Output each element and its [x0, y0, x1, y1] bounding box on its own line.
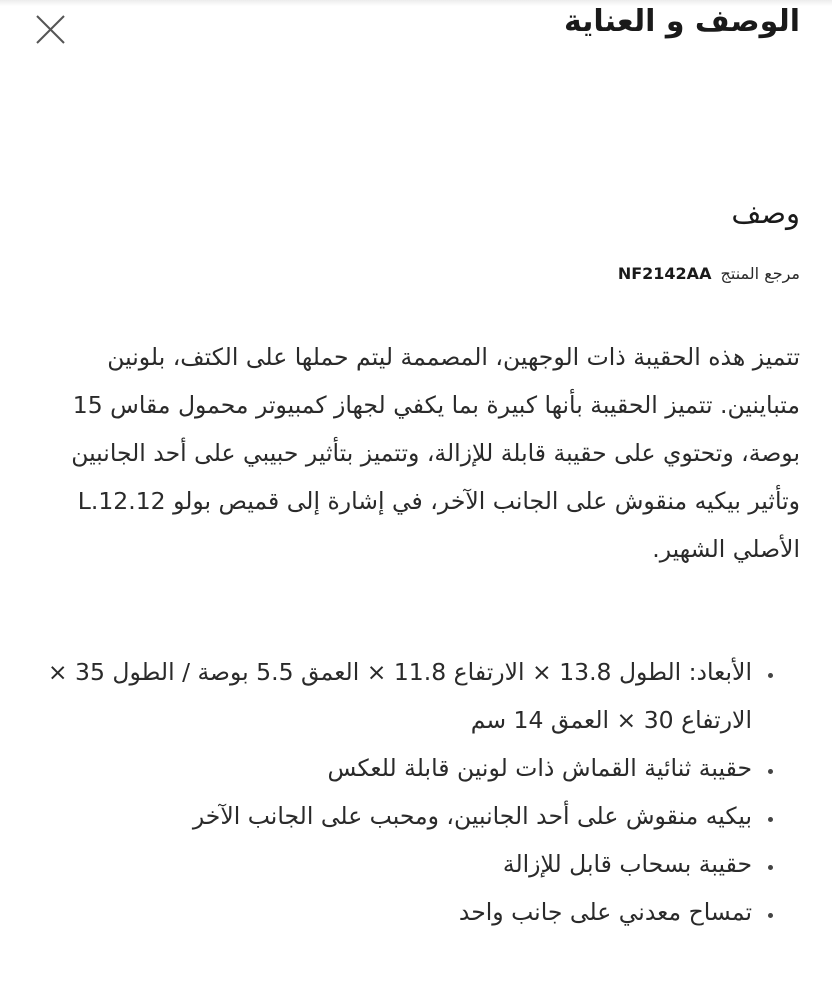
page-title: الوصف و العناية [563, 4, 800, 39]
product-reference-label: مرجع المنتج [720, 264, 800, 283]
description-heading: وصف [731, 196, 800, 230]
description-text: تتميز هذه الحقيبة ذات الوجهين، المصممة ليتم حملها على الكتف، بلونين متباينين. تتميز الحقيبة بأنها كبيرة بما يكفي لجهاز كمبيوتر محمول مقاس 15 بوصة، وتحتوي على حقيبة قابلة للإزالة، وتتميز بتأثير حبيبي على أحد الجانبين وتأثير بيكيه منقوش على الجانب الآخر، في إشارة إلى قميص بولو L.12.12 الأصلي الشهير. [71, 343, 800, 563]
features-list [30, 648, 800, 936]
feature-item: • تمساح معدني على جانب واحد [30, 888, 756, 936]
feature-item: • الأبعاد: الطول 13.8 × الارتفاع 11.8 × العمق 5.5 بوصة / الطول 35 × الارتفاع 30 × العمق 14 سم [30, 648, 756, 744]
close-icon [30, 10, 70, 50]
product-reference [618, 264, 800, 283]
feature-item: • بيكيه منقوش على أحد الجانبين، ومحبب على الجانب الآخر [30, 792, 756, 840]
product-reference-code: NF2142AA [617, 264, 712, 283]
feature-item: • حقيبة ثنائية القماش ذات لونين قابلة للعكس [30, 744, 756, 792]
feature-item: • حقيبة بسحاب قابل للإزالة [30, 840, 756, 888]
close-button[interactable] [30, 10, 70, 50]
